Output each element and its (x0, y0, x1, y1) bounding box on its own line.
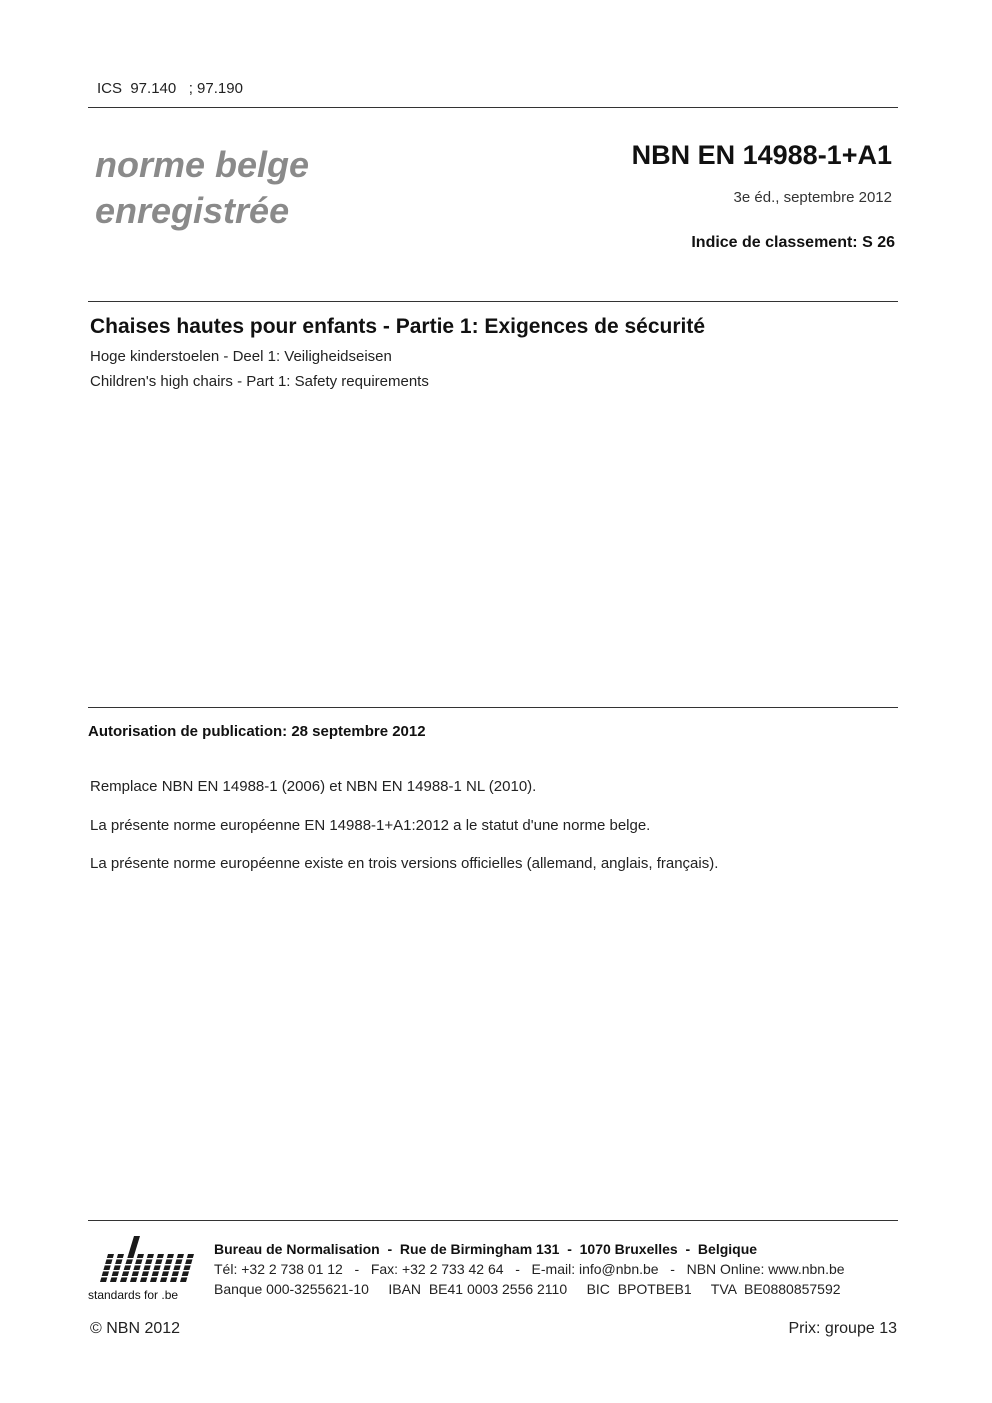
edition-date: 3e éd., septembre 2012 (733, 189, 892, 206)
copyright: © NBN 2012 (90, 1320, 181, 1337)
footer-contact: Tél: +32 2 738 01 12 - Fax: +32 2 733 42 64 - E-mail: info@nbn.be - NBN Online: www.nbn.be (214, 1261, 845, 1277)
brand-line-2: enregistrée (95, 190, 290, 231)
title-english: Children's high chairs - Part 1: Safety requirements (90, 373, 429, 390)
classification-index: Indice de classement: S 26 (691, 234, 895, 251)
footer-address: Bureau de Normalisation - Rue de Birmingham 131 - 1070 Bruxelles - Belgique (214, 1241, 758, 1257)
header-divider (88, 107, 898, 108)
brand-line-1: norme belge (95, 144, 310, 185)
title-french: Chaises hautes pour enfants - Partie 1: Exigences de sécurité (90, 315, 706, 338)
standard-code: NBN EN 14988-1+A1 (631, 140, 892, 170)
footer-divider (88, 1220, 898, 1221)
logo-caption: standards for .be (88, 1288, 179, 1302)
note-status: La présente norme européenne EN 14988-1+A1:2012 a le statut d'une norme belge. (90, 817, 651, 834)
publication-authorisation: Autorisation de publication: 28 septembre 2012 (88, 723, 426, 740)
authorisation-divider (88, 707, 898, 708)
title-dutch: Hoge kinderstoelen - Deel 1: Veiligheidseisen (90, 348, 392, 365)
note-replaces: Remplace NBN EN 14988-1 (2006) et NBN EN 14988-1 NL (2010). (90, 778, 537, 795)
title-divider (88, 301, 898, 302)
brand-title (95, 142, 309, 234)
price-group: Prix: groupe 13 (788, 1320, 897, 1337)
note-versions: La présente norme européenne existe en trois versions officielles (allemand, anglais, français). (90, 855, 719, 872)
nbn-logo (88, 1232, 200, 1304)
footer-bank: Banque 000-3255621-10 IBAN BE41 0003 2556 2110 BIC BPOTBEB1 TVA BE0880857592 (214, 1281, 841, 1297)
nbn-logo-icon (88, 1232, 200, 1288)
ics-code: ICS 97.140 ; 97.190 (97, 80, 243, 97)
